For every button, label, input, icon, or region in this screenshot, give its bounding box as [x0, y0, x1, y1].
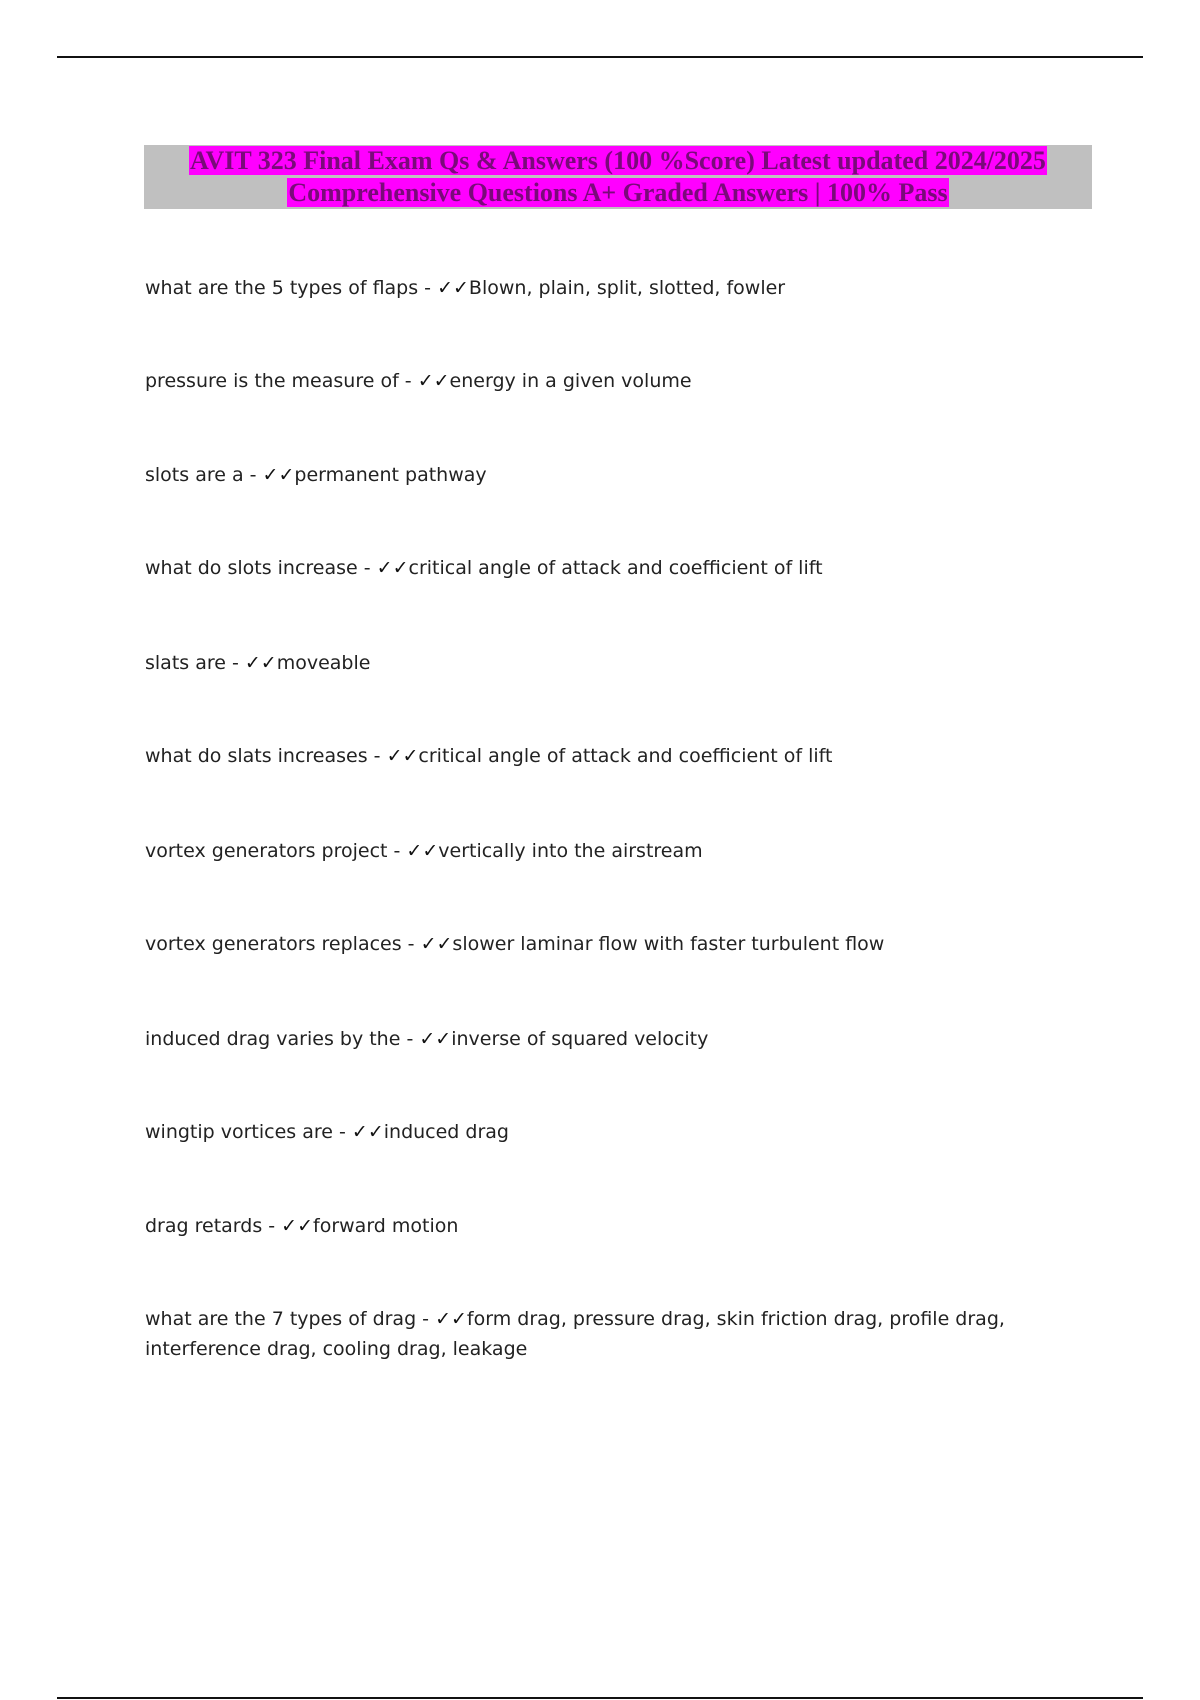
question-text: slats are [145, 652, 226, 674]
qa-item: vortex generators replaces - ✓✓slower laminar flow with faster turbulent flow [145, 933, 885, 955]
question-text: what are the 5 types of flaps [145, 277, 419, 299]
question-text: vortex generators replaces [145, 933, 402, 955]
answer-text: induced drag [383, 1121, 509, 1143]
qa-item: slats are - ✓✓moveable [145, 652, 371, 674]
answer-text: vertically into the airstream [438, 840, 703, 862]
question-text: what do slots increase [145, 557, 358, 579]
double-check-icon: ✓✓ [406, 840, 439, 862]
question-text: what are the 7 types of drag [145, 1308, 417, 1330]
double-check-icon: ✓✓ [386, 745, 419, 767]
top-rule [57, 56, 1143, 58]
bottom-rule [57, 1697, 1143, 1699]
answer-text: critical angle of attack and coefficient of lift [418, 745, 833, 767]
qa-item: induced drag varies by the - ✓✓inverse of squared velocity [145, 1028, 709, 1050]
double-check-icon: ✓✓ [437, 277, 469, 299]
double-check-icon: ✓✓ [420, 933, 453, 955]
qa-item: what are the 7 types of drag - ✓✓form drag, pressure drag, skin friction drag, profile drag, interference drag, cooling drag, leakage [145, 1308, 1005, 1360]
double-check-icon: ✓✓ [419, 1028, 452, 1050]
question-text: pressure is the measure of [145, 370, 399, 392]
double-check-icon: ✓✓ [281, 1215, 314, 1237]
double-check-icon: ✓✓ [244, 652, 277, 674]
question-text: what do slats increases [145, 745, 368, 767]
question-text: slots are a [145, 464, 244, 486]
answer-text: form drag, pressure drag, skin friction drag, profile drag, interference drag, cooling drag, leakage [145, 1308, 1005, 1360]
answer-text: energy in a given volume [449, 370, 692, 392]
double-check-icon: ✓✓ [262, 464, 295, 486]
answer-text: Blown, plain, split, slotted, fowler [468, 277, 786, 299]
qa-item: what do slots increase - ✓✓critical angle of attack and coefficient of lift [145, 557, 823, 579]
answer-text: slower laminar flow with faster turbulent flow [452, 933, 885, 955]
question-text: induced drag varies by the [145, 1028, 401, 1050]
answer-text: forward motion [313, 1215, 459, 1237]
answer-text: critical angle of attack and coefficient of lift [408, 557, 823, 579]
question-text: drag retards [145, 1215, 263, 1237]
answer-text: permanent pathway [294, 464, 487, 486]
double-check-icon: ✓✓ [351, 1121, 384, 1143]
qa-item: what do slats increases - ✓✓critical angle of attack and coefficient of lift [145, 745, 833, 767]
document-title [144, 145, 1092, 209]
answer-text: inverse of squared velocity [451, 1028, 709, 1050]
qa-item: wingtip vortices are - ✓✓induced drag [145, 1121, 509, 1143]
question-text: wingtip vortices are [145, 1121, 333, 1143]
double-check-icon: ✓✓ [417, 370, 450, 392]
qa-item: drag retards - ✓✓forward motion [145, 1215, 459, 1237]
title-line-2: Comprehensive Questions A+ Graded Answers | 100% Pass [288, 178, 948, 207]
double-check-icon: ✓✓ [435, 1308, 467, 1330]
qa-item: pressure is the measure of - ✓✓energy in a given volume [145, 370, 692, 392]
qa-item: slots are a - ✓✓permanent pathway [145, 464, 487, 486]
question-text: vortex generators project [145, 840, 388, 862]
title-line-1: AVIT 323 Final Exam Qs & Answers (100 %Score) Latest updated 2024/2025 [190, 146, 1046, 175]
qa-item: vortex generators project - ✓✓vertically into the airstream [145, 840, 703, 862]
qa-item: what are the 5 types of flaps - ✓✓Blown, plain, split, slotted, fowler [145, 277, 786, 299]
double-check-icon: ✓✓ [376, 557, 409, 579]
answer-text: moveable [276, 652, 371, 674]
